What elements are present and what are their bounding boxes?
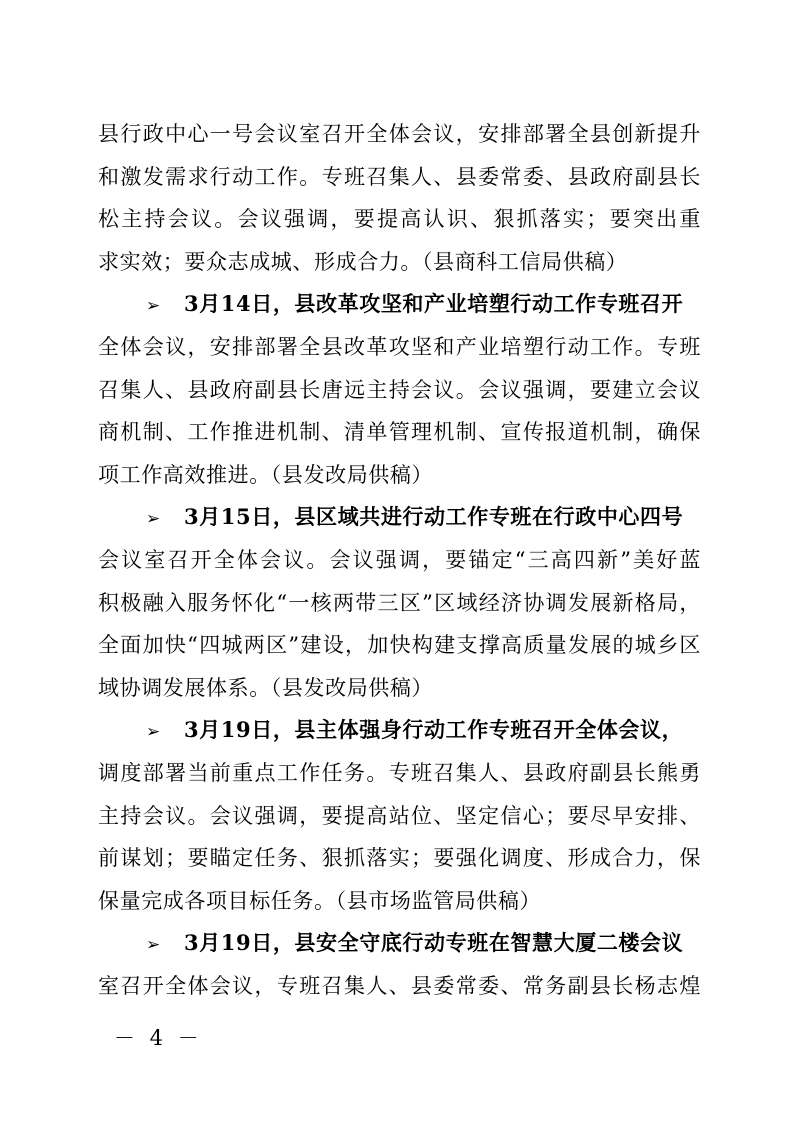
paragraph-line: 主持会议。会议强调，要提高站位、坚定信心；要尽早安排、 (98, 803, 701, 828)
page-number: － 4 － (114, 1026, 203, 1050)
paragraph-line: 调度部署当前重点工作任务。专班召集人、县政府副县长熊勇 (98, 760, 701, 785)
paragraph-line: 松主持会议。会议强调，要提高认识、狠抓落实；要突出重 (98, 207, 701, 232)
paragraph-line: 全面加快“四城两区”建设，加快构建支撑高质量发展的城乡区 (98, 633, 701, 658)
paragraph-line: 全体会议，安排部署全县改革攻坚和产业培塑行动工作。专班 (98, 334, 701, 359)
paragraph-line: 求实效；要众志成城、形成合力。（县商科工信局供稿） (98, 249, 628, 274)
paragraph-lead: 3月15日，县区域共进行动工作专班在行政中心四号 (184, 504, 684, 530)
paragraph-line: 县行政中心一号会议室召开全体会议，安排部署全县创新提升 (98, 122, 701, 146)
paragraph-line: 域协调发展体系。（县发改局供稿） (98, 675, 434, 700)
arrow-bullet-icon: ➢ (146, 722, 161, 743)
paragraph-line: 保量完成各项目标任务。（县市场监管局供稿） (98, 888, 542, 913)
paragraph-line: 会议室召开全体会议。会议强调，要锚定“三高四新”美好蓝 (98, 547, 701, 572)
paragraph-lead: 3月19日，县安全守底行动专班在智慧大厦二楼会议 (184, 930, 684, 956)
arrow-bullet-icon: ➢ (146, 509, 161, 530)
paragraph-2 (98, 283, 701, 496)
paragraph-line: 召集人、县政府副县长唐远主持会议。会议强调，要建立会议 (98, 377, 701, 402)
arrow-bullet-icon: ➢ (146, 296, 161, 317)
document-body (98, 113, 701, 1007)
paragraph-line: 商机制、工作推进机制、清单管理机制、宣传报道机制，确保 (98, 420, 701, 445)
paragraph-line: 前谋划；要瞄定任务、狠抓落实；要强化调度、形成合力，保 (98, 846, 701, 871)
paragraph-4 (98, 709, 701, 922)
paragraph-line: 和激发需求行动工作。专班召集人、县委常委、县政府副县长 (98, 164, 701, 189)
paragraph-lead-line (98, 283, 701, 326)
paragraph-5 (98, 922, 701, 1007)
paragraph-line: 积极融入服务怀化“一核两带三区”区域经济协调发展新格局， (98, 590, 701, 615)
paragraph-line: 项工作高效推进。（县发改局供稿） (98, 462, 434, 487)
paragraph-1 (98, 113, 701, 283)
paragraph-lead-line (98, 709, 701, 752)
paragraph-line: 室召开全体会议，专班召集人、县委常委、常务副县长杨志煌 (98, 973, 701, 998)
paragraph-lead-line (98, 496, 701, 539)
paragraph-lead-line (98, 922, 701, 965)
arrow-bullet-icon: ➢ (146, 935, 161, 956)
paragraph-lead: 3月19日，县主体强身行动工作专班召开全体会议， (184, 717, 684, 743)
paragraph-3 (98, 496, 701, 709)
paragraph-lead: 3月14日，县改革攻坚和产业培塑行动工作专班召开 (184, 291, 684, 317)
